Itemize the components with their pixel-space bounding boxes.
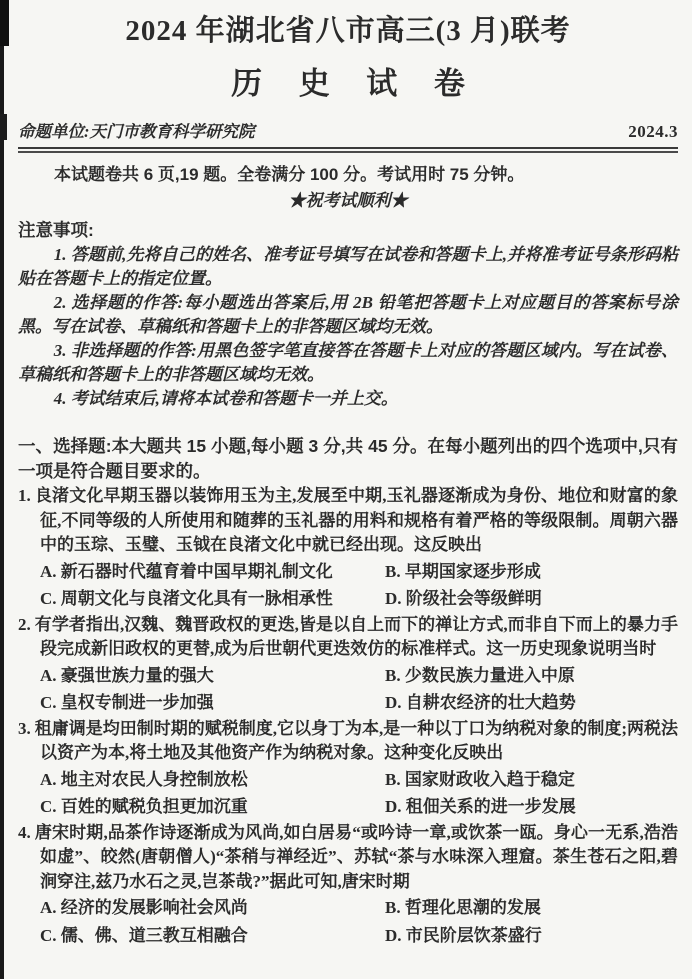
question-4-option-b: B. 哲理化思潮的发展 [385, 898, 541, 917]
question-3-option-b: B. 国家财政收入趋于稳定 [385, 769, 575, 789]
question-2-option-c: C. 皇权专制进一步加强 [40, 693, 214, 712]
meta-row [18, 121, 678, 142]
question-1-options [18, 558, 678, 613]
notice-item-3: 3. 非选择题的作答:用黑色签字笔直接答在答题卡上对应的答题区域内。写在试卷、草稿纸和答题卡上的非答题区域均无效。 [18, 341, 678, 384]
question-4-option-c: C. 儒、佛、道三教互相融合 [40, 925, 248, 945]
exam-date: 2024.3 [628, 122, 678, 141]
exam-summary: 本试题卷共 6 页,19 题。全卷满分 100 分。考试用时 75 分钟。 [54, 165, 525, 184]
question-1-option-d: D. 阶级社会等级鲜明 [385, 589, 542, 608]
question-2-number: 2. [18, 614, 31, 634]
question-2-text: 有学者指出,汉魏、魏晋政权的更迭,皆是以自上而下的禅让方式,而非自下而上的暴力手段完成新旧政权的更替,成为后世朝代更迭效仿的标准样式。这一历史现象说明当时 [34, 614, 678, 658]
question-3-option-c: C. 百姓的赋税负担更加沉重 [40, 797, 248, 816]
question-2-option-a: A. 豪强世族力量的强大 [40, 665, 214, 685]
question-1-option-b: B. 早期国家逐步形成 [385, 561, 541, 581]
section-heading-choice: 一、选择题:本大题共 15 小题,每小题 3 分,共 45 分。在每小题列出的四个选项中,只有一项是符合题目要求的。 [18, 436, 678, 481]
issuer-label: 命题单位:天门市教育科学研究院 [18, 122, 255, 141]
question-3-option-a: A. 地主对农民人身控制放松 [40, 769, 248, 789]
scan-blob-mid [0, 114, 7, 140]
question-1 [18, 484, 678, 613]
question-1-stem [18, 484, 678, 558]
question-2-stem [18, 613, 678, 662]
question-1-option-a: A. 新石器时代蕴育着中国早期礼制文化 [40, 561, 333, 581]
question-4-option-d: D. 市民阶层饮茶盛行 [385, 925, 542, 945]
question-3-stem [18, 717, 678, 766]
scan-edge-artifact [0, 0, 4, 979]
question-4 [18, 821, 678, 950]
exam-wish: ★祝考试顺利★ [288, 191, 408, 210]
question-4-text: 唐宋时期,品茶作诗逐渐成为风尚,如白居易“或吟诗一章,或饮茶一瓯。身心一无系,浩浩如虚”、皎然(唐朝僧人)“茶稍与禅经近”、苏轼“茶与水味深入理窟。茶生苍石之阳,碧涧穿注,兹乃水石之灵,岂茶哉?”据此可知,唐宋时期 [34, 822, 678, 891]
question-3-number: 3. [18, 718, 31, 738]
question-2-option-b: B. 少数民族力量进入中原 [385, 665, 575, 685]
question-2 [18, 613, 678, 717]
notice-heading: 注意事项: [18, 220, 94, 240]
question-2-option-d: D. 自耕农经济的壮大趋势 [385, 693, 576, 712]
question-3-option-d: D. 租佃关系的进一步发展 [385, 797, 576, 816]
notice-item-4: 4. 考试结束后,请将本试卷和答题卡一并上交。 [53, 389, 398, 408]
question-2-options [18, 662, 678, 717]
question-4-option-a: A. 经济的发展影响社会风尚 [40, 898, 248, 917]
notice-item-1: 1. 答题前,先将自己的姓名、准考证号填写在试卷和答题卡上,并将准考证号条形码粘贴在答题卡上的指定位置。 [18, 245, 678, 288]
question-3 [18, 717, 678, 821]
question-3-text: 租庸调是均田制时期的赋税制度,它以身丁为本,是一种以丁口为纳税对象的制度;两税法以资产为本,将土地及其他资产作为纳税对象。这种变化反映出 [34, 718, 678, 762]
option-row [40, 558, 678, 586]
option-row [40, 689, 678, 717]
option-row [40, 766, 678, 794]
option-row [40, 585, 678, 613]
question-1-number: 1. [18, 486, 31, 505]
notice-item-2: 2. 选择题的作答:每小题选出答案后,用 2B 铅笔把答题卡上对应题目的答案标号涂黑。写在试卷、草稿纸和答题卡上的非答题区域均无效。 [18, 293, 678, 336]
question-4-stem [18, 821, 678, 895]
option-row [40, 922, 678, 950]
question-4-number: 4. [18, 822, 31, 842]
header-divider [18, 147, 678, 153]
option-row [40, 894, 678, 922]
option-row [40, 662, 678, 690]
question-3-options [18, 766, 678, 821]
page-title: 2024 年湖北省八市高三(3 月)联考 [125, 15, 571, 47]
option-row [40, 793, 678, 821]
page-subtitle: 历 史 试 卷 [231, 66, 479, 101]
scan-blob-top [0, 0, 9, 46]
question-1-option-c: C. 周朝文化与良渚文化具有一脉相承性 [40, 589, 333, 608]
question-4-options [18, 894, 678, 949]
question-1-text: 良渚文化早期玉器以装饰用玉为主,发展至中期,玉礼器逐渐成为身份、地位和财富的象征,不同等级的人所使用和随葬的玉礼器的用料和规格有着严格的等级限制。周朝六器中的玉琮、玉璧、玉钺在良渚文化中就已经出现。这反映出 [34, 486, 678, 554]
